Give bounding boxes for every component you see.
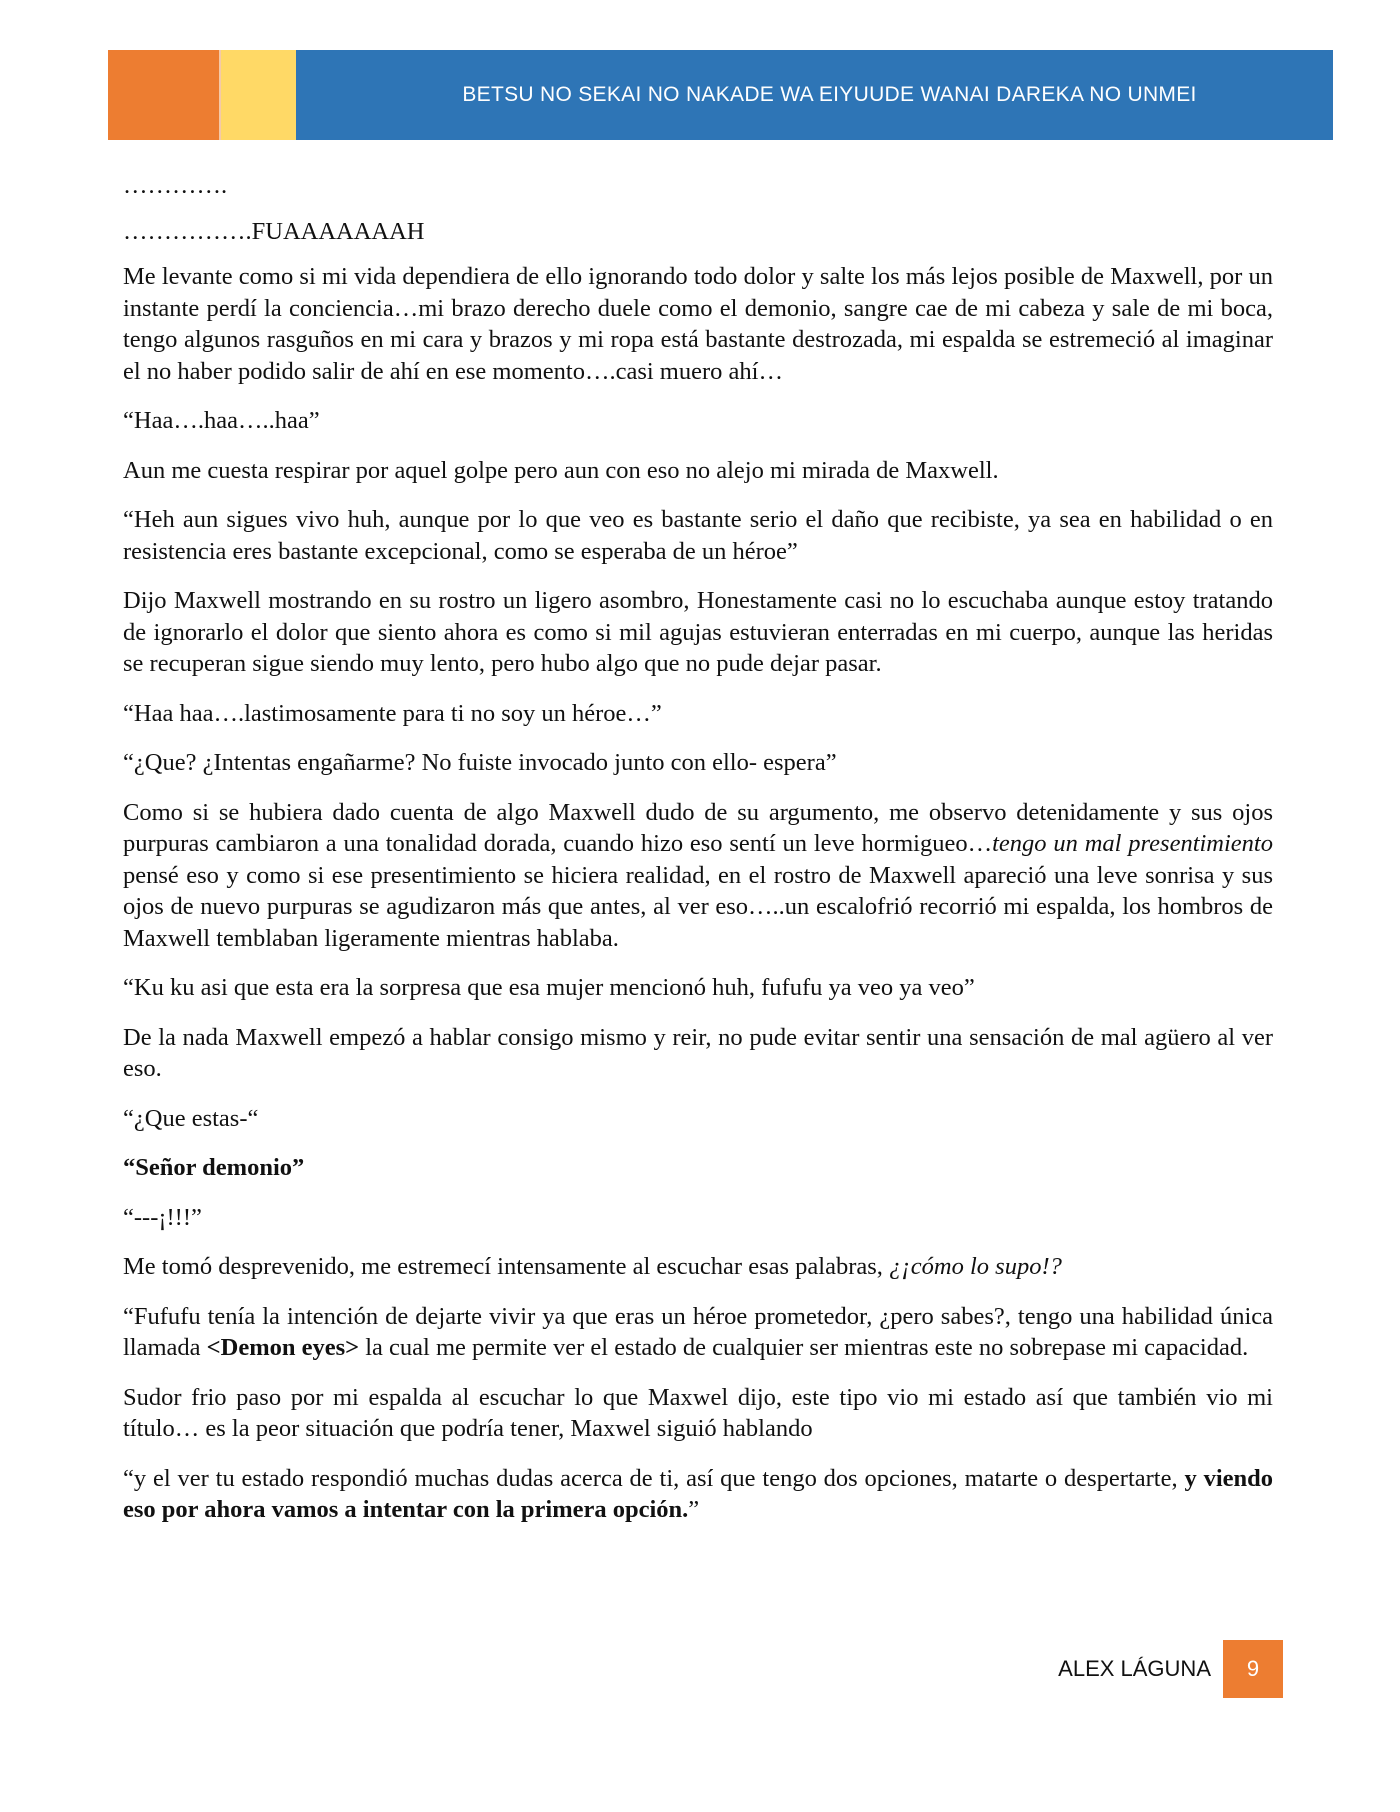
paragraph — [123, 1251, 1273, 1283]
italic-thought: ¿¡cómo lo supo!? — [889, 1253, 1062, 1280]
paragraph — [123, 1463, 1273, 1526]
paragraph: “Haa….haa…..haa” — [123, 407, 320, 434]
page-header — [108, 50, 1333, 140]
paragraph: Me levante como si mi vida dependiera de ello ignorando todo dolor y salte los más lejos posible de Maxwell, por un instante perdí la conciencia…mi brazo derecho duele como el demonio, sangre cae de mi cabeza y sale de mi boca, tengo algunos rasguños en mi cara y brazos y mi ropa está bastante destrozada, mi espalda se estremeció al imaginar el no haber podido salir de ahí en ese momento….casi muero ahí… — [123, 263, 1273, 385]
page-number: 9 — [1246, 1656, 1260, 1681]
text-run: Me tomó desprevenido, me estremecí intensamente al escuchar esas palabras, — [123, 1253, 890, 1280]
text-run: pensé eso y como si ese presentimiento se hiciera realidad, en el rostro de Maxwell apareció una leve sonrisa y sus ojos de nuevo purpuras se agudizaron más que antes, al ver eso…..un escalofrió recorrió mi espalda, los hombros de Maxwell temblaban ligeramente mientras hablaba. — [123, 861, 1273, 952]
page-body — [123, 170, 1273, 1544]
paragraph: “Ku ku asi que esta era la sorpresa que esa mujer mencionó huh, fufufu ya veo ya veo” — [123, 974, 975, 1001]
paragraph: …………….FUAAAAAAAH — [123, 217, 425, 245]
footer-author: ALEX LÁGUNA — [1058, 1656, 1211, 1681]
header-title-bar — [296, 50, 1333, 140]
page-number-badge — [1223, 1640, 1283, 1698]
text-run: Como si se hubiera dado cuenta de algo Maxwell dudo de su argumento, me observo detenidamente y sus ojos purpuras cambiaron a una tonalidad dorada, cuando hizo eso sentí un leve hormigueo… — [123, 798, 1273, 857]
paragraph: Dijo Maxwell mostrando en su rostro un ligero asombro, Honestamente casi no lo escuchaba aunque estoy tratando de ignorarlo el dolor que siento ahora es como si mil agujas estuvieran enterradas en mi cuerpo, aunque las heridas se recuperan sigue siendo muy lento, pero hubo algo que no pude dejar pasar. — [123, 587, 1273, 677]
paragraph: “Haa haa….lastimosamente para ti no soy un héroe…” — [123, 699, 662, 727]
paragraph: “¿Que? ¿Intentas engañarme? No fuiste invocado junto con ello- espera” — [123, 749, 837, 776]
paragraph: …………. — [123, 172, 228, 199]
paragraph: “Heh aun sigues vivo huh, aunque por lo que veo es bastante serio el daño que recibiste, ya sea en habilidad o en resistencia eres bastante excepcional, como se esperaba de un héroe” — [123, 506, 1273, 565]
page-footer — [1058, 1640, 1283, 1698]
paragraph: Aun me cuesta respirar por aquel golpe pero aun con eso no alejo mi mirada de Maxwell. — [123, 456, 999, 484]
bold-dialogue: “Señor demonio” — [123, 1154, 305, 1181]
text-run: “Fufufu tenía la intención de dejarte vivir ya que eras un héroe prometedor, ¿pero sabes?, tengo una habilidad única llamada — [123, 1302, 1273, 1361]
paragraph: “---¡!!!” — [123, 1203, 202, 1231]
text-run: ” — [688, 1496, 700, 1523]
text-run: la cual me permite ver el estado de cualquier ser mientras este no sobrepase mi capacidad. — [359, 1334, 1249, 1361]
paragraph — [123, 797, 1273, 955]
header-title: BETSU NO SEKAI NO NAKADE WA EIYUUDE WANAI DAREKA NO UNMEI — [462, 83, 1197, 106]
header-orange-block — [108, 50, 221, 140]
bold-text-run: y viendo eso por ahora vamos a intentar con la primera opción. — [123, 1464, 1274, 1523]
header-yellow-block — [221, 50, 296, 140]
paragraph: Sudor frio paso por mi espalda al escuchar lo que Maxwel dijo, este tipo vio mi estado así que también vio mi título… es la peor situación que podría tener, Maxwel siguió hablando — [123, 1383, 1273, 1442]
paragraph: “¿Que estas-“ — [123, 1104, 259, 1132]
italic-thought: tengo un mal presentimiento — [992, 830, 1273, 857]
paragraph: De la nada Maxwell empezó a hablar consigo mismo y reir, no pude evitar sentir una sensación de mal agüero al ver eso. — [123, 1023, 1273, 1082]
paragraph — [123, 1301, 1273, 1364]
text-run: “y el ver tu estado respondió muchas dudas acerca de ti, así que tengo dos opciones, matarte o despertarte, — [123, 1464, 1185, 1492]
skill-name: <Demon eyes> — [206, 1334, 360, 1361]
